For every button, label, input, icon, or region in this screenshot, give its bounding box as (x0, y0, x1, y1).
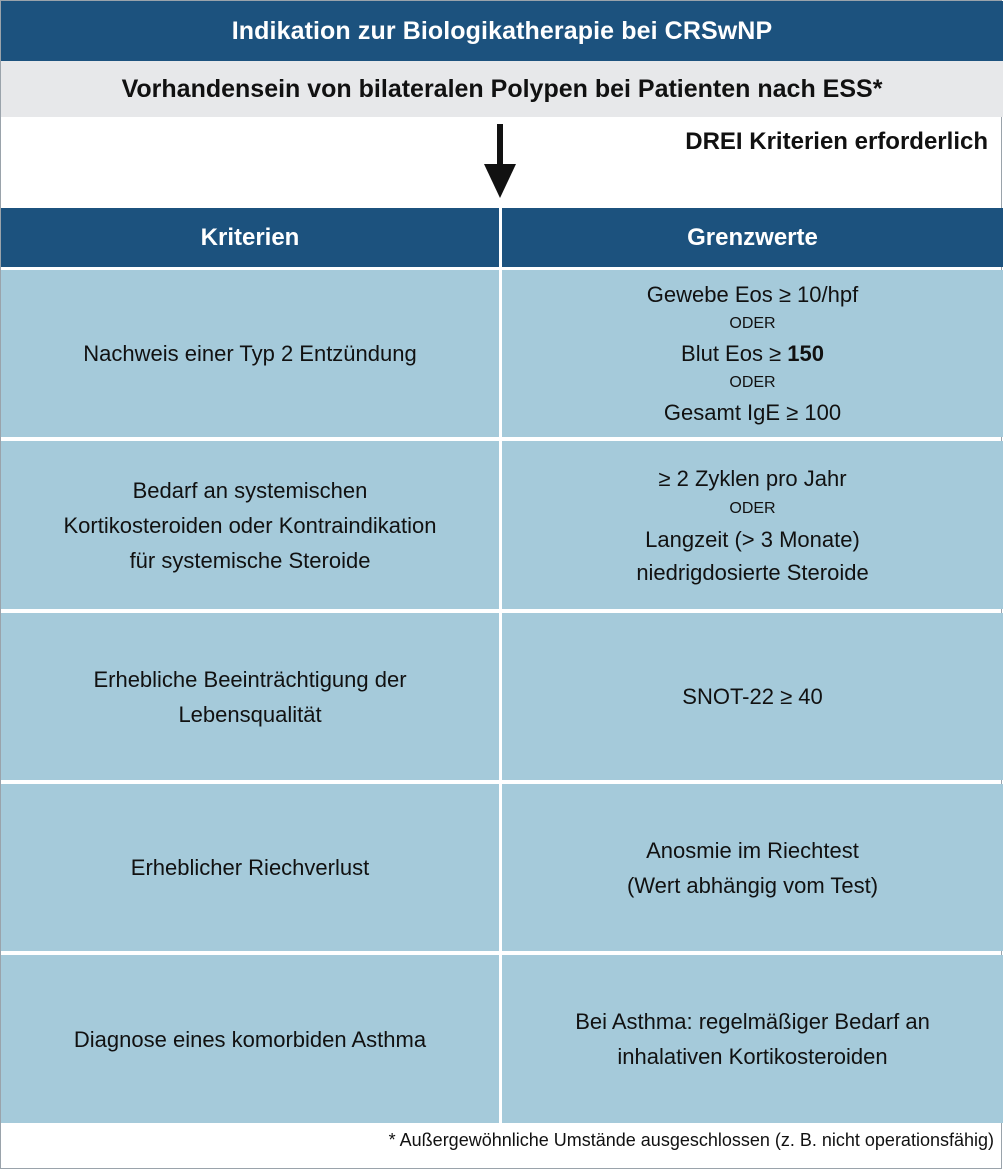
column-header-criteria (1, 208, 499, 267)
criterion-line: Erhebliche Beeinträchtigung der (93, 666, 407, 692)
threshold-line: Langzeit (> 3 Monate) (645, 526, 860, 552)
criterion-cell-type2 (1, 270, 499, 437)
threshold-line: (Wert abhängig vom Test) (626, 872, 879, 898)
criterion-text: Erheblicher Riechverlust (130, 855, 370, 880)
criteria-note: DREI Kriterien erforderlich (685, 128, 988, 155)
column-header-thresholds (502, 208, 1003, 267)
column-header-thresholds-label: Grenzwerte (687, 223, 818, 251)
criterion-text: Diagnose eines komorbiden Asthma (73, 1026, 427, 1052)
criterion-cell-smell-loss (1, 784, 499, 951)
threshold-cell-smell-loss (502, 784, 1003, 951)
threshold-line: niedrigdosierte Steroide (636, 559, 869, 585)
criterion-line: für systemische Steroide (129, 547, 371, 573)
threshold-line: inhalativen Kortikosteroiden (617, 1044, 888, 1069)
criterion-line: Lebensqualität (178, 701, 322, 727)
down-arrow-icon (484, 124, 516, 204)
threshold-cell-quality-of-life (502, 613, 1003, 780)
threshold-text: SNOT-22 ≥ 40 (682, 684, 823, 709)
criterion-cell-asthma (1, 955, 499, 1123)
column-header-criteria-label: Kriterien (200, 223, 300, 251)
threshold-line: ≥ 2 Zyklen pro Jahr (658, 465, 847, 491)
criterion-cell-quality-of-life (1, 613, 499, 780)
threshold-blood-eos-prefix: Blut Eos ≥ (681, 341, 788, 366)
footnote: * Außergewöhnliche Umstände ausgeschlossen (z. B. nicht operationsfähig) (388, 1130, 994, 1150)
threshold-line: Anosmie im Riechtest (646, 837, 859, 863)
threshold-blood-eos (681, 338, 824, 369)
threshold-blood-eos-value: 150 (787, 341, 824, 366)
or-label: ODER (729, 374, 776, 391)
threshold-cell-steroids (502, 441, 1003, 609)
threshold-tissue-eos: Gewebe Eos ≥ 10/hpf (646, 282, 859, 307)
title-bar (1, 1, 1003, 61)
subtitle-bar (1, 61, 1003, 117)
or-label: ODER (729, 315, 776, 332)
page-title: Indikation zur Biologikatherapie bei CRSwNP (231, 16, 773, 45)
threshold-cell-type2 (502, 270, 1003, 437)
criterion-text: Nachweis einer Typ 2 Entzündung (83, 341, 417, 366)
threshold-line: Bei Asthma: regelmäßiger Bedarf an (575, 1009, 930, 1034)
criterion-cell-steroids (1, 441, 499, 609)
criterion-line: Bedarf an systemischen (132, 477, 368, 503)
or-label: ODER (729, 499, 776, 517)
subtitle: Vorhandensein von bilateralen Polypen bei Patienten nach ESS* (121, 74, 883, 103)
criterion-line: Kortikosteroiden oder Kontraindikation (63, 512, 437, 538)
threshold-total-ige: Gesamt IgE ≥ 100 (663, 400, 842, 425)
threshold-cell-asthma (502, 955, 1003, 1123)
